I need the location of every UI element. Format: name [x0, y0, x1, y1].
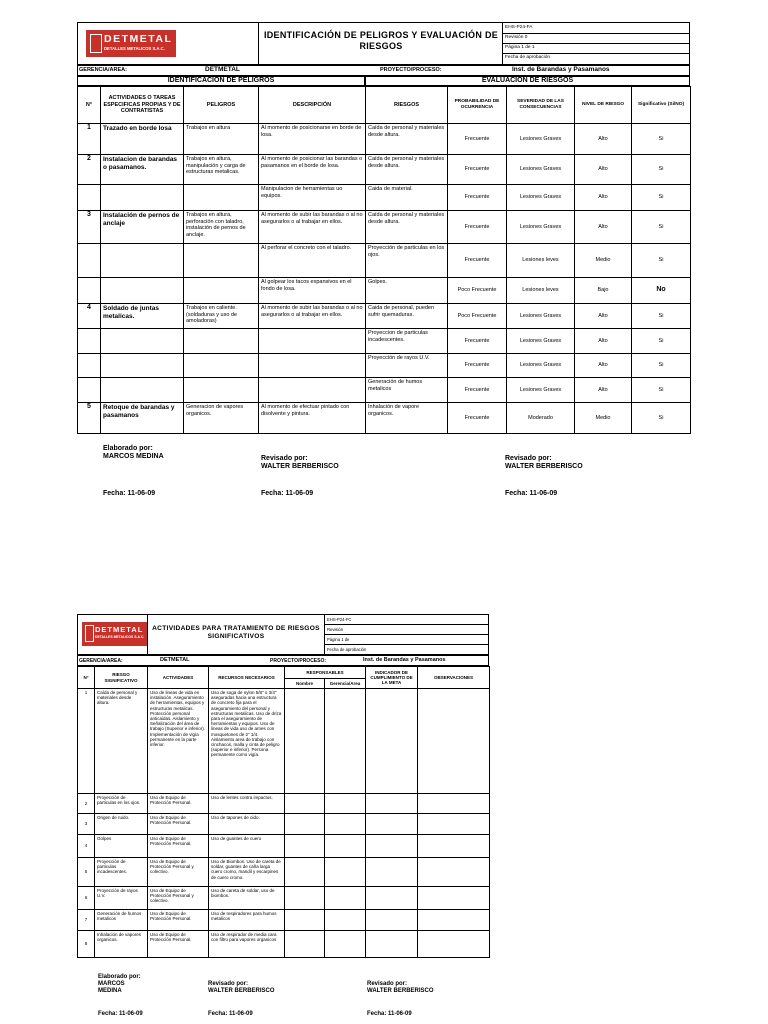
row-indicador — [366, 887, 418, 910]
row-descripcion — [259, 378, 366, 403]
table-row — [78, 689, 490, 794]
col-header-nivel: NIVEL DE RIESGO — [575, 87, 632, 124]
row-probabilidad: Frecuente — [448, 244, 507, 278]
revisado-name: WALTER BERBERISCO — [367, 988, 434, 994]
form-title — [148, 625, 324, 641]
doc-code: EHS-P24-FC — [327, 617, 352, 622]
row-number — [78, 278, 101, 304]
row-descripcion — [259, 329, 366, 354]
row-descripcion: Al momento de efectuar pintado con disolvente y pintura. — [259, 403, 366, 434]
table-row — [78, 887, 490, 910]
row-number — [78, 378, 101, 403]
row-severidad: Lesiones Graves — [507, 155, 575, 185]
row-actividades: Uso de Equipo de Protección Personal y colectivo. — [148, 858, 209, 887]
row-riesgo: Caída de personal y materiales desde altura. — [366, 211, 448, 244]
row-recursos: Uso de soga de nylon 5/8" o 3/4" aseguradas hacia una estructura de concreto fija para el aseguramiento del personal y estructuras metalicas. Uso de driza para el aseguramiento de herramientas y equipos. Uso de lineas de vida uso de arnes con mosquetones de 2" 1/4. Aislamiento area de trabajo con cinchacos, malla y cinta de peligro (superior e inferior). Persona permanente como vigía. — [209, 689, 285, 794]
gerencia-value: DETMETAL — [205, 66, 240, 73]
row-probabilidad: Frecuente — [448, 354, 507, 378]
row-actividades: Uso de Equipo de Protección Personal. — [148, 910, 209, 931]
row-severidad: Lesiones Graves — [507, 378, 575, 403]
col-header-riesgos: RIESGOS — [366, 87, 448, 124]
row-number: 5 — [78, 858, 95, 887]
row-actividades: Uso de Equipo de Protección Personal y colectivo. — [148, 887, 209, 910]
col-header-actividades: ACTIVIDADES — [148, 667, 209, 689]
doc-page: Página 1 de — [327, 637, 350, 642]
doc-code: EHS-P24-FA — [505, 25, 533, 30]
row-number — [78, 244, 101, 278]
row-significativo: No — [632, 278, 691, 304]
row-peligro — [184, 244, 259, 278]
col-header-riesgo: RIESGO SIGNIFICATIVO — [95, 667, 148, 689]
row-observaciones — [418, 814, 490, 835]
row-significativo: Si — [632, 185, 691, 211]
form-title-line1: IDENTIFICACIÓN DE PELIGROS Y EVALUACIÓN DE — [263, 30, 499, 40]
row-gerencia — [325, 835, 366, 858]
doc-meta — [503, 22, 690, 65]
row-peligro — [184, 354, 259, 378]
row-riesgo: Inhalación de vapore organicos. — [366, 403, 448, 434]
row-severidad: Lesiones Graves — [507, 329, 575, 354]
row-significativo: Si — [632, 329, 691, 354]
row-significativo: Si — [632, 354, 691, 378]
col-header-n: N° — [78, 87, 101, 124]
row-number: 2 — [78, 155, 101, 185]
col-header-recursos: RECURSOS NECESARIOS — [209, 667, 285, 689]
row-riesgo: Caída de personal y materiales desde altura. — [95, 689, 148, 794]
row-nivel: Alto — [575, 211, 632, 244]
proyecto-label: PROYECTO/PROCESO: — [270, 658, 327, 664]
row-actividad — [101, 354, 184, 378]
row-number: 5 — [78, 403, 101, 434]
row-peligro — [184, 329, 259, 354]
row-severidad: Lesiones Graves — [507, 354, 575, 378]
row-recursos: Uso de respirador de media cara con filtro para vapores organicos — [209, 931, 285, 958]
row-probabilidad: Poco Frecuente — [448, 278, 507, 304]
table-row — [78, 304, 691, 329]
revisado-name: WALTER BERBERISCO — [208, 988, 275, 994]
row-indicador — [366, 814, 418, 835]
row-indicador — [366, 794, 418, 814]
revisado-block-1 — [261, 455, 339, 471]
row-observaciones — [418, 910, 490, 931]
row-number: 2 — [78, 794, 95, 814]
row-actividades: Uso de Equipo de Protección Personal. — [148, 794, 209, 814]
row-severidad: Lesiones leves — [507, 244, 575, 278]
col-header-actividades: ACTIVIDADES O TAREAS ESPECIFICAS PROPIAS Y DE CONTRATISTAS — [101, 87, 184, 124]
row-indicador — [366, 858, 418, 887]
doc-revision: Revisión 0 — [505, 35, 528, 40]
row-nivel: Alto — [575, 124, 632, 155]
table-row — [78, 794, 490, 814]
gerencia-value: DETMETAL — [160, 657, 190, 663]
row-riesgo: Caida de personal, pueden sufrir quemaduras. — [366, 304, 448, 329]
row-actividades: Uso de lineas de vida en instalación. Aseguramiento de herramientas, equipos y estructuras metalicas. Protección personal anticaidas. Aislamiento y Señalización del área de trabajo (Superior e inferior). Implementación de vigía permanente en la parte inferior. — [148, 689, 209, 794]
elaborado-name-1: MARCOS — [98, 981, 125, 987]
hazard-table-header — [78, 87, 691, 124]
row-actividad: Instalacion de barandas o pasamanos. — [101, 155, 184, 185]
row-peligro: Trabajos en altura, manipulación y carga de estructuras metalicas. — [184, 155, 259, 185]
row-observaciones — [418, 931, 490, 958]
row-number — [78, 185, 101, 211]
row-severidad: Lesiones leves — [507, 278, 575, 304]
form-title — [260, 30, 502, 52]
revisado-block-2 — [505, 455, 583, 471]
revisado-name: WALTER BERBERISCO — [505, 463, 583, 470]
table-row — [78, 910, 490, 931]
row-nombre — [285, 835, 325, 858]
row-indicador — [366, 689, 418, 794]
header-divider-1 — [258, 22, 259, 65]
table-row — [78, 403, 691, 434]
row-riesgo: Golpes — [95, 835, 148, 858]
col-header-n: N° — [78, 667, 95, 689]
treatment-table — [77, 666, 490, 958]
row-recursos: Uso de Biombos. Uso de careta de soldar, guantes de caña larga cuero cromo, mandil y escarpines de cuero cromo. — [209, 858, 285, 887]
row-probabilidad: Frecuente — [448, 185, 507, 211]
row-observaciones — [418, 689, 490, 794]
row-number: 1 — [78, 124, 101, 155]
row-severidad: Moderado — [507, 403, 575, 434]
row-descripcion: Al momento de subir las barandas o al no asegurarlos o al trabajar en ellos. — [259, 304, 366, 329]
row-indicador — [366, 910, 418, 931]
row-actividad — [101, 185, 184, 211]
logo-name: DETMETAL — [104, 33, 173, 45]
row-observaciones — [418, 887, 490, 910]
row-nombre — [285, 794, 325, 814]
doc-approval: Fecha de aprobación — [505, 55, 551, 60]
row-descripcion: Al momento de subir las barandas o al no asegurarlos o al trabajar en ellos. — [259, 211, 366, 244]
row-peligro — [184, 378, 259, 403]
row-significativo: Si — [632, 124, 691, 155]
company-logo — [82, 622, 146, 646]
logo-mark-icon — [90, 34, 102, 53]
col-header-significativo: Significativo (Si/NO) — [632, 87, 691, 124]
row-significativo: Si — [632, 155, 691, 185]
revisado-name: WALTER BERBERISCO — [261, 463, 339, 470]
table-row — [78, 329, 691, 354]
table-row — [78, 378, 691, 403]
row-probabilidad: Poco Frecuente — [448, 304, 507, 329]
row-number: 4 — [78, 304, 101, 329]
row-nombre — [285, 689, 325, 794]
row-descripcion: Manipulacion de herramientas uo equipos. — [259, 185, 366, 211]
row-descripcion — [259, 354, 366, 378]
treatment-table-header — [78, 667, 490, 679]
fecha-elaborado: Fecha: 11-06-09 — [103, 490, 156, 497]
table-row — [78, 814, 490, 835]
elaborado-name: MARCOS MEDINA — [103, 453, 164, 460]
col-header-gerencia: Gerencia/Area — [325, 679, 366, 689]
row-peligro — [184, 185, 259, 211]
section-eval-title: EVALUACION DE RIESGOS — [481, 77, 574, 84]
form-title-line2: SIGNIFICATIVOS — [207, 633, 265, 640]
table-row — [78, 124, 691, 155]
revisado-block-2 — [367, 981, 434, 995]
row-actividad — [101, 329, 184, 354]
row-nivel: Alto — [575, 185, 632, 211]
row-nivel: Medio — [575, 244, 632, 278]
row-indicador — [366, 835, 418, 858]
row-nivel: Alto — [575, 155, 632, 185]
elaborado-name-2: MEDINA — [98, 988, 122, 994]
row-actividad — [101, 244, 184, 278]
row-riesgo: Proyección de particulas en los ojos. — [366, 244, 448, 278]
row-riesgo: Proyección de rayos U.V. — [366, 354, 448, 378]
doc-revision: Revisión — [327, 627, 344, 632]
row-probabilidad: Frecuente — [448, 124, 507, 155]
row-nivel: Bajo — [575, 278, 632, 304]
logo-name: DETMETAL — [95, 625, 144, 634]
col-header-observaciones: OBSERVACIONES — [418, 667, 490, 689]
elaborado-label: Elaborado por: — [98, 974, 141, 980]
row-riesgo: Caida de material. — [366, 185, 448, 211]
row-probabilidad: Frecuente — [448, 329, 507, 354]
row-descripcion: Al momento de posicionarse en borde de losa. — [259, 124, 366, 155]
elaborado-block — [98, 974, 141, 995]
row-severidad: Lesiones Graves — [507, 211, 575, 244]
form-title-line1: ACTIVIDADES PARA TRATAMIENTO DE RIESGOS — [152, 625, 320, 632]
row-descripcion: Al golpear los tacos expansivos en el fondo de losa. — [259, 278, 366, 304]
row-significativo: Si — [632, 244, 691, 278]
row-probabilidad: Frecuente — [448, 403, 507, 434]
company-logo — [86, 30, 176, 57]
elaborado-label: Elaborado por: — [103, 445, 153, 452]
row-number: 7 — [78, 910, 95, 931]
doc-approval: Fecha de aprobación — [327, 647, 367, 652]
col-header-severidad: SEVERIDAD DE LAS CONSECUENCIAS — [507, 87, 575, 124]
row-descripcion: Al momento de posicionar las barandas o pasamanos en el borde de losa. — [259, 155, 366, 185]
row-actividades: Uso de Equipo de Protección Personal. — [148, 835, 209, 858]
row-gerencia — [325, 858, 366, 887]
gerencia-label: GERENCIA/AREA: — [79, 67, 127, 73]
row-descripcion: Al perforar el concreto con el taladro. — [259, 244, 366, 278]
row-peligro — [184, 278, 259, 304]
row-nivel: Alto — [575, 329, 632, 354]
row-riesgo: Proyección de particulas incadescentes. — [95, 858, 148, 887]
row-actividad: Soldado de juntas metalicas. — [101, 304, 184, 329]
table-row — [78, 244, 691, 278]
fecha-revisado-2: Fecha: 11-06-09 — [367, 1011, 412, 1017]
row-significativo: Si — [632, 211, 691, 244]
row-actividad: Instalación de pernos de anclaje — [101, 211, 184, 244]
table-row — [78, 354, 691, 378]
row-number: 6 — [78, 887, 95, 910]
row-actividad: Retoque de barandas y pasamanos — [101, 403, 184, 434]
revisado-label: Revisado por: — [367, 981, 408, 987]
table-row — [78, 211, 691, 244]
row-recursos: Uso de respiradores para humos metalicos — [209, 910, 285, 931]
row-gerencia — [325, 689, 366, 794]
row-riesgo: Origen de ruido. — [95, 814, 148, 835]
row-observaciones — [418, 794, 490, 814]
row-gerencia — [325, 794, 366, 814]
revisado-label: Revisado por: — [505, 455, 552, 462]
row-peligro: Generacion de vapores organicos. — [184, 403, 259, 434]
table-row — [78, 185, 691, 211]
table-row — [78, 931, 490, 958]
row-riesgo: Golpes. — [366, 278, 448, 304]
row-actividad — [101, 378, 184, 403]
row-peligro: Trabajos en altura, perforación con taladro, instalación de pernos de anclaje. — [184, 211, 259, 244]
row-nombre — [285, 814, 325, 835]
col-header-responsables: RESPONSABLES — [285, 667, 366, 679]
row-significativo: Si — [632, 378, 691, 403]
row-peligro: Trabajos en caliente. (soldaduras y uso de amoladoras) — [184, 304, 259, 329]
table-row — [78, 835, 490, 858]
row-observaciones — [418, 835, 490, 858]
table-row — [78, 278, 691, 304]
row-number: 3 — [78, 211, 101, 244]
row-number — [78, 354, 101, 378]
logo-subtitle: DETALLES METALICOS S.A.C. — [104, 46, 165, 51]
row-observaciones — [418, 858, 490, 887]
proyecto-value: Inst. de Barandas y Pasamanos — [363, 657, 446, 663]
row-probabilidad: Frecuente — [448, 378, 507, 403]
row-nivel: Medio — [575, 403, 632, 434]
row-actividad: Trazado en borde losa — [101, 124, 184, 155]
row-number: 1 — [78, 689, 95, 794]
section-ident-title: IDENTIFICACION DE PELIGROS — [167, 77, 275, 84]
table-row — [78, 155, 691, 185]
row-riesgo: Caída de personal y materiales desde altura. — [366, 155, 448, 185]
row-recursos: Uso de careta de soldar, uso de biombos. — [209, 887, 285, 910]
logo-subtitle: DETALLES METALICOS S.A.C. — [95, 635, 145, 639]
fecha-revisado-1: Fecha: 11-06-09 — [261, 490, 314, 497]
row-nivel: Alto — [575, 304, 632, 329]
revisado-block-1 — [208, 981, 275, 995]
form-title-line2: RIESGOS — [359, 41, 403, 51]
doc-meta — [325, 614, 489, 655]
row-probabilidad: Frecuente — [448, 211, 507, 244]
row-riesgo: Generación de humos metalicos — [95, 910, 148, 931]
fecha-revisado-2: Fecha: 11-06-09 — [505, 490, 558, 497]
proyecto-value: Inst. de Barandas y Pasamanos — [512, 66, 610, 73]
logo-mark-icon — [85, 625, 94, 642]
row-gerencia — [325, 814, 366, 835]
row-significativo: Si — [632, 304, 691, 329]
row-nivel: Alto — [575, 354, 632, 378]
row-severidad: Lesiones Graves — [507, 124, 575, 155]
row-actividades: Uso de Equipo de Protección Personal. — [148, 814, 209, 835]
fecha-revisado-1: Fecha: 11-06-09 — [208, 1011, 253, 1017]
hazard-table — [77, 86, 691, 434]
row-riesgo: Inhalación de vapores organicos. — [95, 931, 148, 958]
row-actividades: Uso de Equipo de Protección Personal. — [148, 931, 209, 958]
col-header-descripcion: DESCRIPCIÓN — [259, 87, 366, 124]
row-probabilidad: Frecuente — [448, 155, 507, 185]
fecha-elaborado: Fecha: 11-06-09 — [98, 1011, 143, 1017]
row-indicador — [366, 931, 418, 958]
revisado-label: Revisado por: — [208, 981, 249, 987]
row-number: 3 — [78, 814, 95, 835]
row-actividad — [101, 278, 184, 304]
row-nombre — [285, 931, 325, 958]
row-number: 4 — [78, 835, 95, 858]
row-severidad: Lesiones Graves — [507, 185, 575, 211]
row-recursos: Uso de lentes contra impactos. — [209, 794, 285, 814]
row-significativo: Si — [632, 403, 691, 434]
row-recursos: Uso de tapones de oido. — [209, 814, 285, 835]
row-gerencia — [325, 910, 366, 931]
gerencia-label: GERENCIA/AREA: — [79, 658, 123, 664]
row-nombre — [285, 910, 325, 931]
row-recursos: Uso de guantes de cuero — [209, 835, 285, 858]
row-number: 8 — [78, 931, 95, 958]
row-riesgo: Proyección de rayos U.V. — [95, 887, 148, 910]
row-gerencia — [325, 887, 366, 910]
row-peligro: Trabajos en altura — [184, 124, 259, 155]
elaborado-block — [103, 445, 164, 461]
doc-page: Página 1 de 1 — [505, 45, 535, 50]
table-row — [78, 858, 490, 887]
row-riesgo: Caída de personal y materiales desde altura. — [366, 124, 448, 155]
col-header-peligros: PELIGROS — [184, 87, 259, 124]
row-severidad: Lesiones Graves — [507, 304, 575, 329]
row-nombre — [285, 887, 325, 910]
row-nombre — [285, 858, 325, 887]
row-riesgo: Proyeccion de particulas incadescentes. — [366, 329, 448, 354]
row-riesgo: Proyección de particulas en los ojos. — [95, 794, 148, 814]
row-number — [78, 329, 101, 354]
proyecto-label: PROYECTO/PROCESO: — [380, 67, 442, 73]
col-header-probabilidad: PROBABILIDAD DE OCURRENCIA — [448, 87, 507, 124]
row-nivel: Alto — [575, 378, 632, 403]
col-header-nombre: Nombre — [285, 679, 325, 689]
row-gerencia — [325, 931, 366, 958]
revisado-label: Revisado por: — [261, 455, 308, 462]
row-riesgo: Generación de humos metalicos — [366, 378, 448, 403]
col-header-indicador: INDICADOR DE CUMPLIMIENTO DE LA META — [366, 667, 418, 689]
